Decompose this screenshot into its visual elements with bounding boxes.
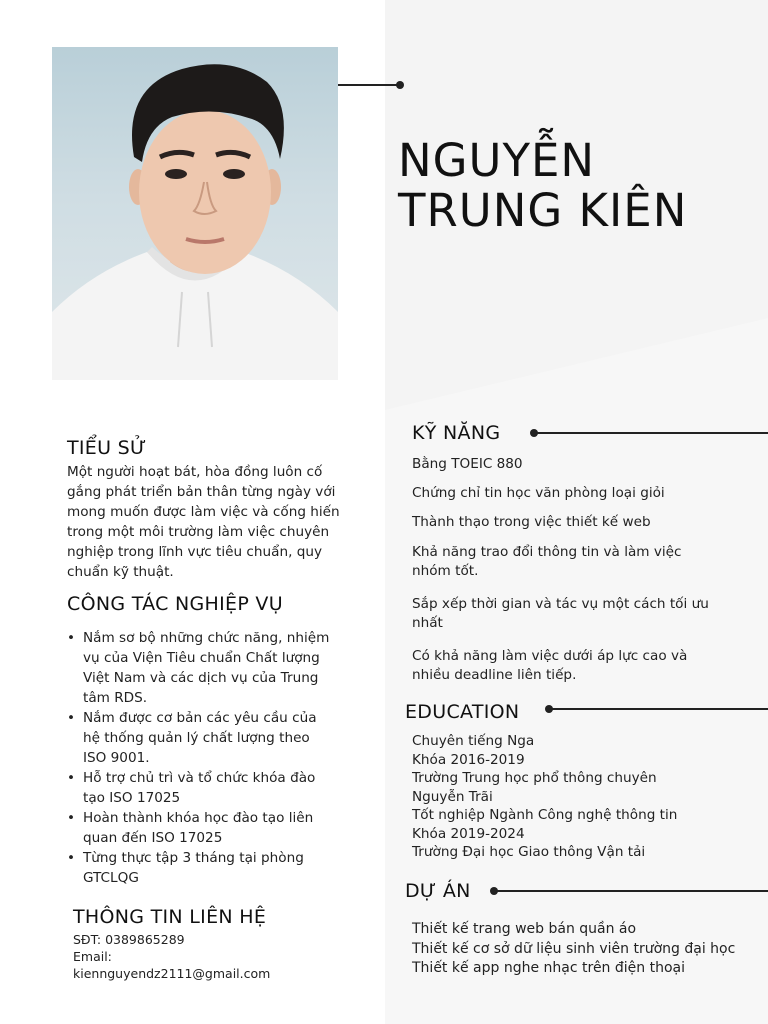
projects-list bbox=[412, 920, 768, 979]
education-line-item: Trường Đại học Giao thông Vận tải bbox=[412, 844, 646, 860]
education-line-item: Khóa 2016-2019 bbox=[412, 751, 525, 768]
education-line-item: Tốt nghiệp Ngành Công nghệ thông tin bbox=[412, 807, 678, 823]
contact-info bbox=[73, 931, 353, 982]
photo-connector-dot bbox=[396, 81, 404, 89]
photo-connector-line bbox=[338, 84, 400, 86]
project-item: Thiết kế app nghe nhạc trên điện thoại bbox=[412, 960, 685, 976]
duty-item: • Nắm sơ bộ những chức năng, nhiệm vụ của Viện Tiêu chuẩn Chất lượng Việt Nam và các dịch vụ của Trung tâm RDS. bbox=[67, 628, 337, 708]
projects-title: DỰ ÁN bbox=[405, 880, 471, 902]
education-line-item: Khóa 2019-2024 bbox=[412, 825, 525, 842]
skills-line bbox=[534, 432, 768, 434]
contact-phone: SĐT: 0389865289 bbox=[73, 932, 185, 947]
skills-title: KỸ NĂNG bbox=[412, 422, 501, 444]
contact-email-label: Email: bbox=[73, 949, 112, 964]
skill-item: Có khả năng làm việc dưới áp lực cao và nhiều deadline liên tiếp. bbox=[412, 648, 688, 683]
duty-item: • Nắm được cơ bản các yêu cầu của hệ thống quản lý chất lượng theo ISO 9001. bbox=[67, 708, 337, 768]
education-line-item: Chuyên tiếng Nga bbox=[412, 733, 535, 749]
name-line-2: TRUNG KIÊN bbox=[398, 184, 688, 237]
education-title: EDUCATION bbox=[405, 701, 520, 723]
profile-photo bbox=[52, 47, 338, 380]
name-line-1: NGUYỄN bbox=[398, 134, 596, 187]
duty-item: • Từng thực tập 3 tháng tại phòng GTCLQG bbox=[67, 848, 337, 888]
duty-item: • Hoàn thành khóa học đào tạo liên quan đến ISO 17025 bbox=[67, 808, 337, 848]
duties-title: CÔNG TÁC NGHIỆP VỤ bbox=[67, 593, 283, 615]
biography-text: Một người hoạt bát, hòa đồng luôn cố gắng phát triển bản thân từng ngày với mong muốn được làm việc và cống hiến trong một môi trường làm việc chuyên nghiệp trong lĩnh vực tiêu chuẩn, quy chuẩn kỹ thuật. bbox=[67, 464, 340, 580]
full-name bbox=[398, 136, 758, 236]
education-details bbox=[412, 732, 752, 862]
contact-title: THÔNG TIN LIÊN HỆ bbox=[73, 906, 267, 928]
project-item: Thiết kế trang web bán quần áo bbox=[412, 921, 637, 937]
contact-email[interactable]: kiennguyendz2111@gmail.com bbox=[73, 966, 271, 981]
skill-item: Bằng TOEIC 880 bbox=[412, 456, 523, 472]
skill-item: Sắp xếp thời gian và tác vụ một cách tối ưu nhất bbox=[412, 596, 709, 631]
project-item: Thiết kế cơ sở dữ liệu sinh viên trường đại học bbox=[412, 940, 736, 957]
biography-title: TIỂU SỬ bbox=[67, 437, 147, 459]
education-line-item: Trường Trung học phổ thông chuyên Nguyễn Trãi bbox=[412, 770, 657, 805]
skill-item: Thành thạo trong việc thiết kế web bbox=[412, 514, 651, 530]
duties-list bbox=[67, 628, 337, 888]
duty-item: • Hỗ trợ chủ trì và tổ chức khóa đào tạo ISO 17025 bbox=[67, 768, 337, 808]
education-line bbox=[549, 708, 768, 710]
skill-item: Khả năng trao đổi thông tin và làm việc nhóm tốt. bbox=[412, 544, 682, 579]
skill-item: Chứng chỉ tin học văn phòng loại giỏi bbox=[412, 485, 665, 501]
projects-line bbox=[494, 890, 768, 892]
